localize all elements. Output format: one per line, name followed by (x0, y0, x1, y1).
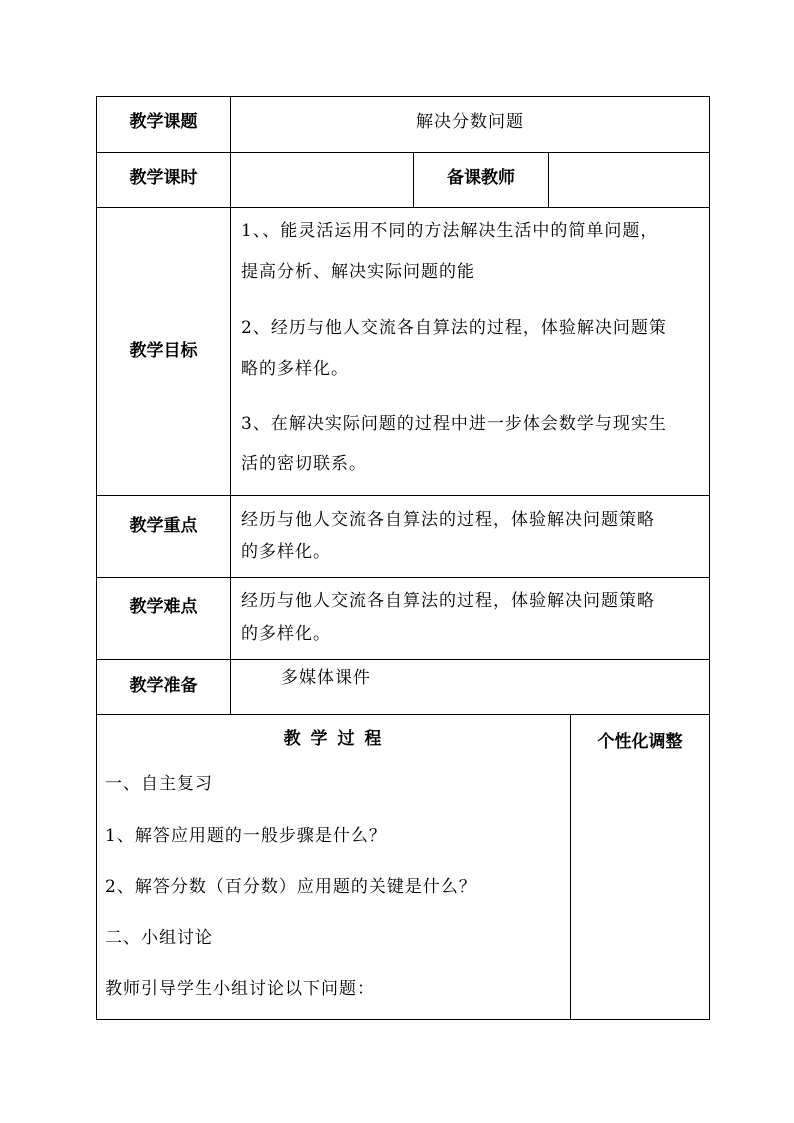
process-line: 教师引导学生小组讨论以下问题： (105, 979, 375, 999)
period-label: 教学课时 (129, 168, 198, 188)
goal-item-1-line1: 1、、能灵活运用不同的方法解决生活中的简单问题， (241, 221, 659, 241)
process-line: 1、解答应用题的一般步骤是什么？ (105, 826, 387, 846)
lesson-plan-table (96, 96, 710, 1020)
process-line: 2、解答分数（百分数）应用题的关键是什么？ (105, 877, 477, 897)
row-divider (97, 577, 709, 578)
process-line: 二、小组讨论 (105, 928, 213, 948)
goal-item-3-line1: 3、在解决实际问题的过程中进一步体会数学与现实生 (241, 414, 667, 434)
adjust-header: 个性化调整 (597, 732, 683, 752)
difficulty-line2: 的多样化。 (241, 624, 331, 644)
row-divider (97, 714, 709, 715)
row-divider (97, 659, 709, 660)
row-divider (97, 495, 709, 496)
row-divider (97, 152, 709, 153)
process-header: 教 学 过 程 (283, 729, 384, 749)
topic-value: 解决分数问题 (416, 112, 524, 132)
row-divider (97, 207, 709, 208)
column-divider (548, 152, 549, 207)
column-divider (230, 97, 231, 714)
key-line1: 经历与他人交流各自算法的过程，体验解决问题策略 (241, 510, 655, 530)
difficulty-label: 教学难点 (129, 597, 198, 617)
key-label: 教学重点 (129, 516, 198, 536)
topic-label: 教学课题 (129, 112, 198, 132)
goal-item-3-line2: 活的密切联系。 (241, 454, 367, 474)
teacher-label: 备课教师 (447, 168, 515, 188)
difficulty-line1: 经历与他人交流各自算法的过程，体验解决问题策略 (241, 591, 655, 611)
process-line: 一、自主复习 (105, 774, 213, 794)
goal-item-1-line2: 提高分析、解决实际问题的能 (241, 262, 475, 282)
prep-value: 多媒体课件 (281, 668, 371, 688)
goal-item-2-line2: 略的多样化。 (241, 359, 349, 379)
key-line2: 的多样化。 (241, 542, 331, 562)
column-divider (570, 714, 571, 1019)
prep-label: 教学准备 (129, 676, 198, 696)
goals-label: 教学目标 (129, 341, 198, 361)
goal-item-2-line1: 2、经历与他人交流各自算法的过程，体验解决问题策 (241, 318, 667, 338)
